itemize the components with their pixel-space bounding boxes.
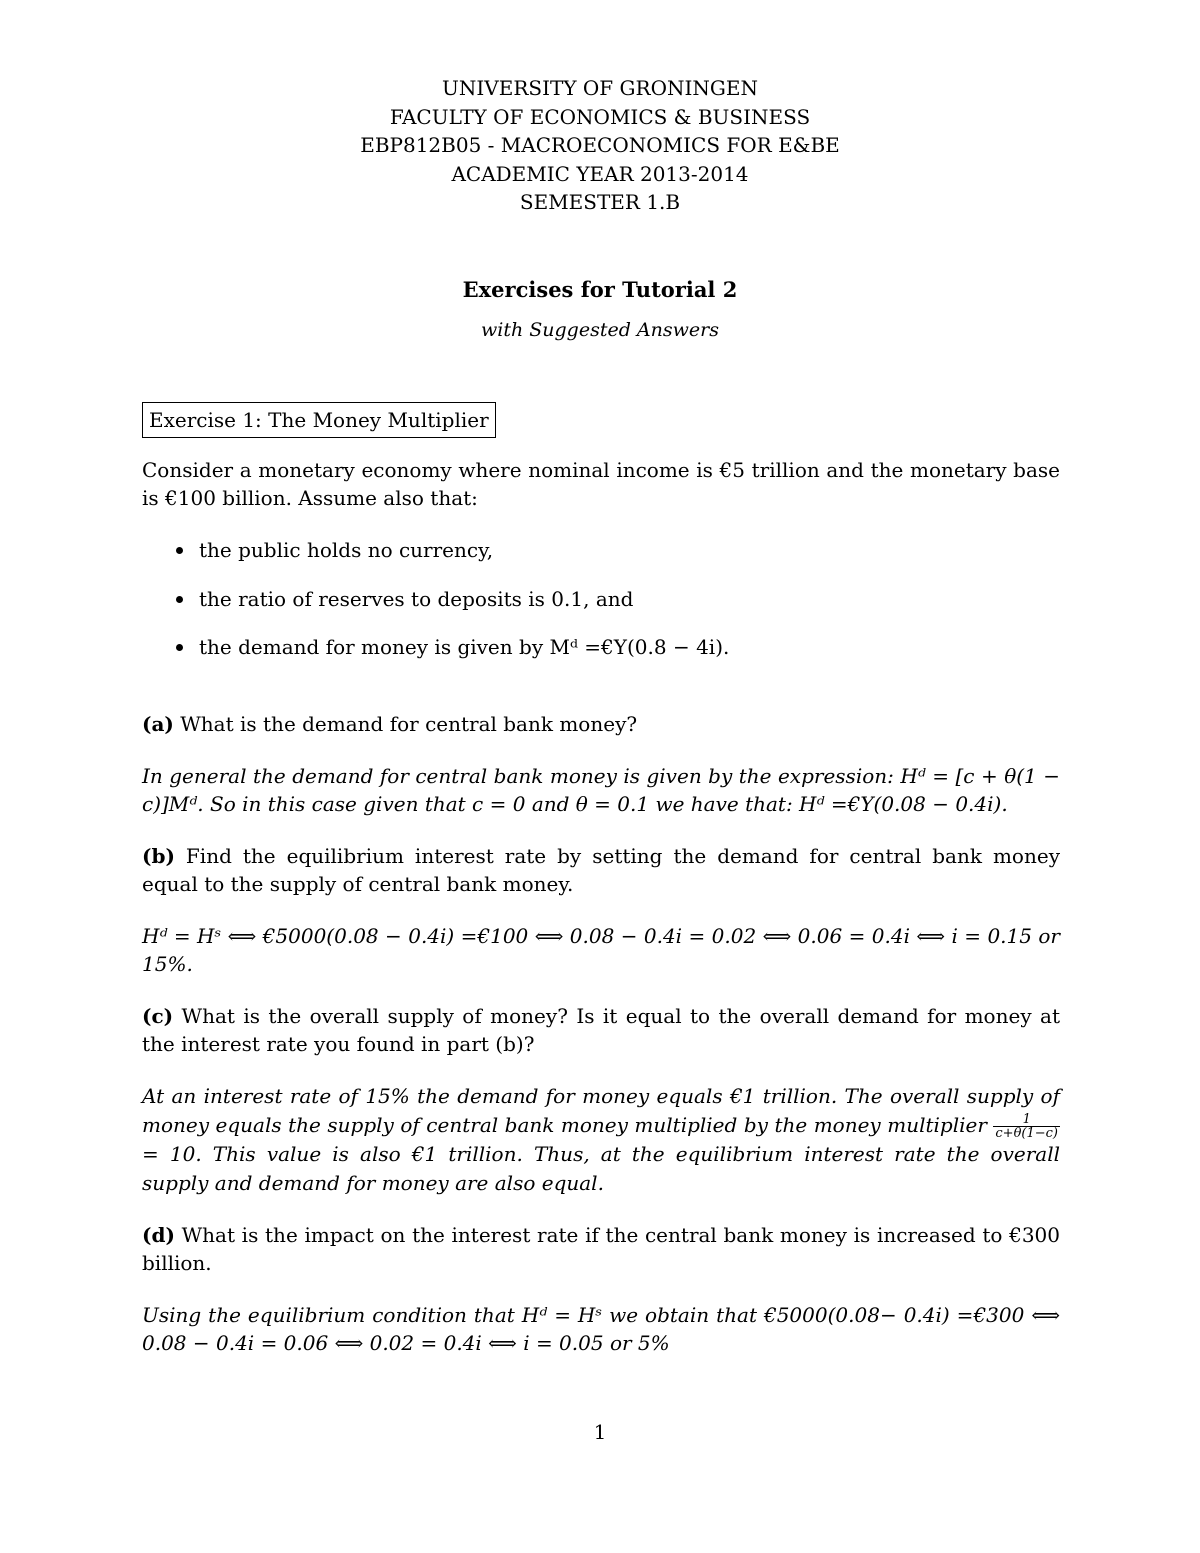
exercise-intro: Consider a monetary economy where nominal income is €5 trillion and the monetary base is €100 billion. Assume also that: [142,458,1060,510]
header-academic-year: ACADEMIC YEAR 2013-2014 [451,161,749,186]
assumption-list [142,536,1060,682]
document-title: Exercises for Tutorial 2 [462,277,738,302]
question-b-text: Find the equilibrium interest rate by setting the demand for central bank money equal to the supply of central bank money. [142,844,1060,896]
answer-d: Using the equilibrium condition that Hᵈ = Hˢ we obtain that €5000(0.08− 0.4i) =€300 ⟺ 0.08 − 0.4i = 0.06 ⟺ 0.02 = 0.4i ⟺ i = 0.05 or 5% [142,1303,1060,1355]
answer-b: Hᵈ = Hˢ ⟺ €5000(0.08 − 0.4i) =€100 ⟺ 0.08 − 0.4i = 0.02 ⟺ 0.06 = 0.4i ⟺ i = 0.15 or 15%. [142,924,1060,976]
question-b [142,842,1060,898]
answer-a: In general the demand for central bank money is given by the expression: Hᵈ = [c + θ(1 − c)]Mᵈ. So in this case given that c = 0 and θ = 0.1 we have that: Hᵈ =€Y(0.08 − 0.4i). [142,764,1060,816]
fraction-denominator: c+θ(1−c) [995,1126,1058,1141]
header-university: UNIVERSITY OF GRONINGEN [442,76,758,100]
question-d-label: (d) [142,1223,175,1247]
question-c [142,1002,1060,1058]
question-a-text: What is the demand for central bank money? [173,712,638,736]
header-semester: SEMESTER 1.B [519,190,681,214]
university-header [0,74,1200,217]
fraction-numerator: 1 [993,1113,1060,1127]
question-a-label: (a) [142,712,174,736]
header-faculty: FACULTY OF ECONOMICS & BUSINESS [389,104,811,129]
answer-c-part2: = 10. This value is also €1 trillion. Thus, at the equilibrium interest rate the overall supply and demand for money are also equal. [142,1142,1060,1195]
list-item: the ratio of reserves to deposits is 0.1, and [142,585,1060,634]
header-course: EBP812B05 - MACROECONOMICS FOR E&BE [360,133,840,157]
question-b-label: (b) [142,844,175,868]
question-a [142,710,1060,738]
page-number: 1 [593,1420,607,1444]
question-c-label: (c) [142,1004,174,1028]
answer-c [142,1082,1060,1198]
question-d [142,1221,1060,1277]
answer-c-part1: At an interest rate of 15% the demand for money equals €1 trillion. The overall supply of money equals the supply of central bank money multiplied by the money multiplier [142,1084,1060,1137]
document-subtitle: with Suggested Answers [481,319,719,341]
money-multiplier-fraction [993,1113,1060,1140]
question-d-text: What is the impact on the interest rate if the central bank money is increased to €300 billion. [142,1223,1060,1275]
list-item: the public holds no currency, [142,536,1060,585]
question-c-text: What is the overall supply of money? Is it equal to the overall demand for money at the interest rate you found in part (b)? [142,1004,1060,1056]
list-item: the demand for money is given by Mᵈ =€Y(0.8 − 4i). [142,633,1060,682]
exercise-heading: Exercise 1: The Money Multiplier [142,402,496,438]
